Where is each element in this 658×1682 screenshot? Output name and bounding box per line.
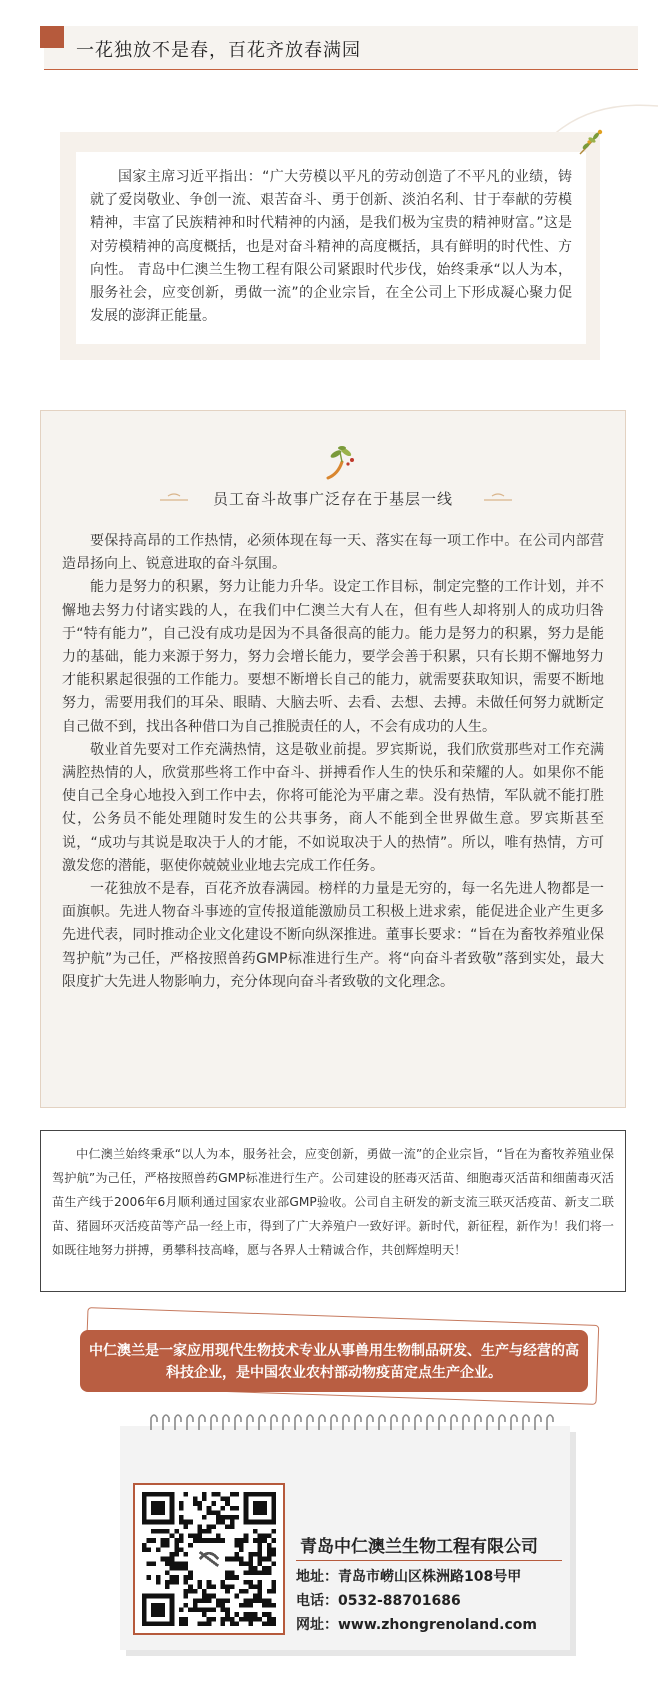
quote-text: 国家主席习近平指出：“广大劳模以平凡的劳动创造了不平凡的业绩，铸就了爱岗敬业、争创一流、艰苦奋斗、勇于创新、淡泊名利、甘于奉献的劳模精神，丰富了民族精神和时代精神的内涵，是我们极为宝贵的精神财富。”这是对劳模精神的高度概括，也是对奋斗精神的高度概括，具有鲜明的时代性、方向性。 青岛中仁澳兰生物工程有限公司紧跟时代步伐，始终秉承“以人为本，服务社会，应变创新，勇做一流”的企业宗旨，在全公司上下形成凝心聚力促发展的澎湃正能量。 — [90, 169, 572, 325]
story-title: 员工奋斗故事广泛存在于基层一线 — [212, 490, 453, 508]
story-paragraph: 一花独放不是春，百花齐放春满园。榜样的力量是无穷的，每一名先进人物都是一面旗帜。先进人物奋斗事迹的宣传报道能激励员工积极上进求索，能促进企业产生更多先进代表，同时推动企业文化建设不断向纵深推进。董事长要求：“旨在为畜牧养殖业保驾护航”为己任，严格按照兽药GMP标准进行生产。将“向奋斗者致敬”落到实处，最大限度扩大先进人物影响力，充分体现向奋斗者致敬的文化理念。 — [62, 881, 604, 990]
section-header — [40, 26, 638, 70]
page-title: 一花独放不是春，百花齐放春满园 — [76, 40, 361, 61]
story-paragraph: 能力是努力的积累，努力让能力升华。设定工作目标，制定完整的工作计划，并不懈地去努力付诸实践的人，在我们中仁澳兰大有人在，但有些人却将别人的成功归咎于“特有能力”，自己没有成功是因为不具备很高的能力。能力是努力的积累，努力是能力的基础，能力来源于努力，努力会增长能力，要学会善于积累，只有长期不懈地努力才能积累起很强的工作能力。要想不断增长自己的能力，就需要获取知识，需要不断地努力，需要用我们的耳朵、眼睛、大脑去听、去看、去想、去搏。未做任何努力就断定自己做不到，找出各种借口为自己推脱责任的人，不会有成功的人生。 — [62, 579, 604, 735]
ginseng-icon — [320, 444, 360, 482]
company-address: 地址：青岛市崂山区株洲路108号甲 — [296, 1569, 522, 1585]
story-paragraph: 敬业首先要对工作充满热情，这是敬业前提。罗宾斯说，我们欣赏那些对工作充满满腔热情的人，欣赏那些将工作中奋斗、拼搏看作人生的快乐和荣耀的人。如果你不能使自己全身心地投入到工作中去，你将可能沦为平庸之辈。没有热情，军队就不能打胜仗，公务员不能处理随时发生的公共事务，商人不能到全世界做生意。罗宾斯甚至说，“成功与其说是取决于人的才能，不如说取决于人的热情”。所以，唯有热情，方可激发您的潜能，驱使你兢兢业业地去完成工作任务。 — [62, 741, 604, 874]
qr-code-icon — [142, 1492, 276, 1626]
company-divider — [296, 1560, 562, 1561]
header-accent-square — [40, 26, 64, 48]
binder-rings-icon — [147, 1410, 557, 1432]
company-phone: 电话：0532-88701686 — [296, 1593, 461, 1609]
company-website[interactable]: 网址：www.zhongrenoland.com — [296, 1617, 537, 1633]
company-name: 青岛中仁澳兰生物工程有限公司 — [300, 1537, 538, 1557]
statement-text: 中仁澳兰始终秉承“以人为本，服务社会，应变创新，勇做一流”的企业宗旨，“旨在为畜牧养殖业保驾护航”为己任，严格按照兽药GMP标准进行生产。公司建设的胚毒灭活苗、细胞毒灭活苗和细菌毒灭活苗生产线于2006年6月顺利通过国家农业部GMP验收。公司自主研发的新支流三联灭活疫苗、新支二联苗、猪圆环灭活疫苗等产品一经上市，得到了广大养殖户一致好评。新时代，新征程，新作为！我们将一如既往地努力拼搏，勇攀科技高峰，愿与各界人士精诚合作，共创辉煌明天！ — [52, 1147, 614, 1257]
story-body — [62, 530, 604, 994]
title-ornament-right-icon — [480, 490, 514, 504]
story-paragraph: 要保持高昂的工作热情，必须体现在每一天、落实在每一项工作中。在公司内部营造昂扬向上、锐意进取的奋斗氛围。 — [62, 533, 604, 573]
banner-text: 中仁澳兰是一家应用现代生物技术专业从事兽用生物制品研发、生产与经营的高科技企业，是中国农业农村部动物疫苗定点生产企业。 — [89, 1343, 579, 1381]
sprig-icon — [576, 128, 606, 156]
